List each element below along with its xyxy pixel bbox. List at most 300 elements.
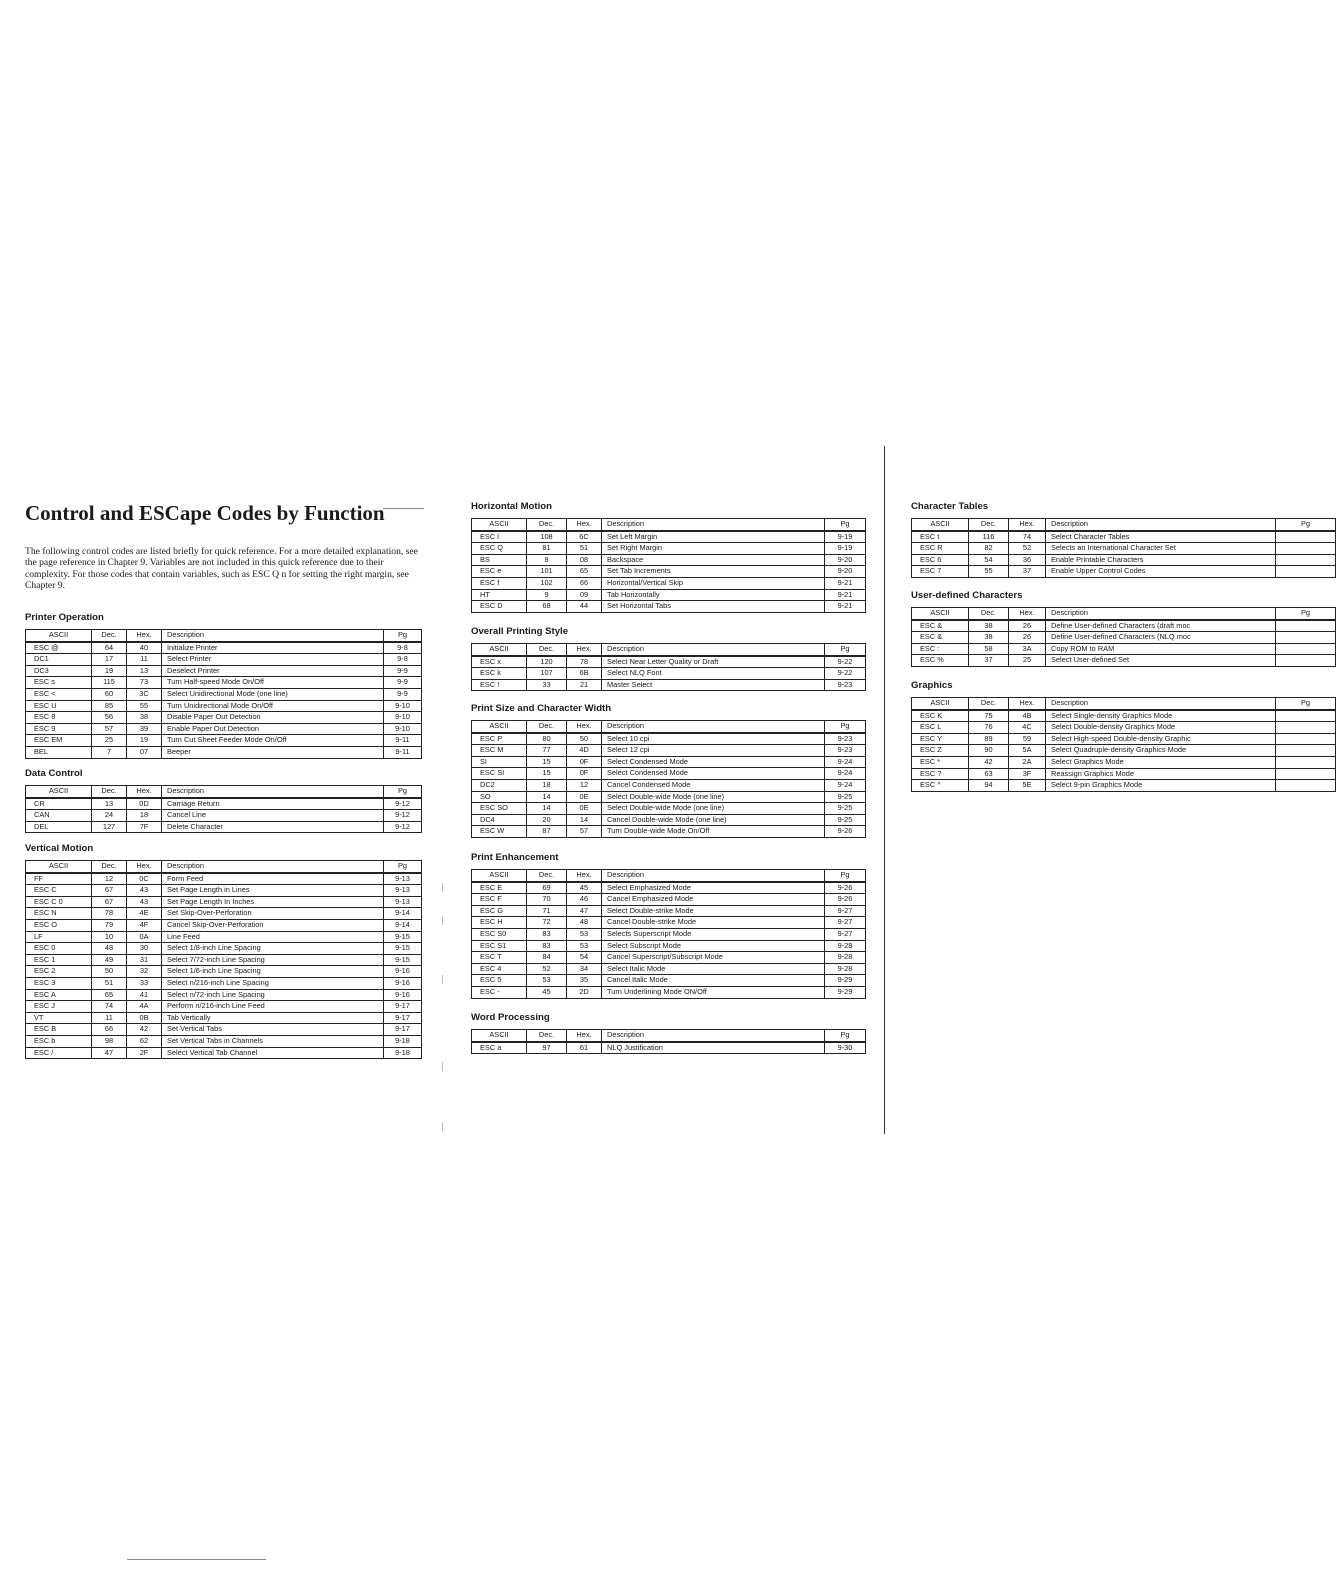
cell-ascii: CAN [26,810,92,822]
cell-ascii: ESC U [26,700,92,712]
cell-pg: 9-16 [384,977,422,989]
cell-dec: 66 [92,1024,127,1036]
cell-dec: 80 [527,733,567,745]
cell-dec: 115 [92,677,127,689]
table-row [472,601,866,613]
cell-desc: Master Select [602,679,825,691]
cell-pg [1276,733,1336,745]
cell-hex: 50 [567,733,602,745]
cell-ascii: ESC B [26,1024,92,1036]
column-header-ascii: ASCII [472,1030,527,1042]
code-table [25,629,422,759]
table-row [26,821,422,833]
column-header-dec: Dec. [527,1030,567,1042]
cell-ascii: BS [472,554,527,566]
cell-ascii: ESC M [472,745,527,757]
cell-ascii: SI [472,756,527,768]
cell-hex: 55 [127,700,162,712]
cell-desc: Copy ROM to RAM [1046,643,1276,655]
column-header-ascii: ASCII [26,861,92,873]
column-header-pg: Pg [1276,698,1336,710]
cell-desc: Select Condensed Mode [602,768,825,780]
table-row [472,1042,866,1054]
code-table [471,720,866,838]
cell-desc: Turn Unidirectional Mode On/Off [162,700,384,712]
cell-hex: 32 [127,966,162,978]
cell-desc: Form Feed [162,873,384,885]
cell-dec: 7 [92,746,127,758]
column-header-desc: Description [1046,519,1276,531]
cell-dec: 74 [92,1001,127,1013]
cell-ascii: ESC < [26,688,92,700]
cell-desc: Select Double-strike Mode [602,905,825,917]
table-row [472,745,866,757]
cell-dec: 47 [92,1047,127,1059]
section-print-enhancement [471,852,866,999]
section-data-control [25,768,422,833]
table-row [472,577,866,589]
table-row [472,975,866,987]
table-row [472,733,866,745]
cell-ascii: ESC G [472,905,527,917]
table-row [26,989,422,1001]
table-row [26,642,422,654]
cell-pg [1276,620,1336,632]
cell-pg: 9-26 [825,826,866,838]
table-row [472,756,866,768]
table-header-row [472,870,866,882]
cell-hex: 19 [127,735,162,747]
table-header-row [472,721,866,733]
cell-desc: Turn Double-wide Mode On/Off [602,826,825,838]
cell-pg: 9-17 [384,1001,422,1013]
table-row [26,810,422,822]
cell-desc: Select Double-wide Mode (one line) [602,791,825,803]
cell-desc: Tab Vertically [162,1012,384,1024]
cell-ascii: ESC Y [912,733,969,745]
cell-pg: 9-21 [825,577,866,589]
table-row [26,700,422,712]
cell-ascii: ESC 9 [26,723,92,735]
cell-dec: 38 [969,632,1009,644]
cell-hex: 47 [567,905,602,917]
cell-desc: Select Character Tables [1046,531,1276,543]
cell-ascii: ESC f [472,577,527,589]
table-row [26,712,422,724]
cell-ascii: ESC SO [472,803,527,815]
cell-dec: 19 [92,665,127,677]
cell-ascii: ESC S1 [472,940,527,952]
cell-dec: 71 [527,905,567,917]
cell-pg [1276,655,1336,667]
code-table [25,785,422,833]
cell-dec: 56 [92,712,127,724]
cell-ascii: ESC T [472,952,527,964]
cell-ascii: ESC ^ [912,780,969,792]
cell-desc: Select 9-pin Graphics Mode [1046,780,1276,792]
cell-ascii: ESC % [912,655,969,667]
cell-pg: 9-24 [825,756,866,768]
cell-pg: 9-23 [825,733,866,745]
column-divider [884,446,885,1134]
cell-hex: 4E [127,908,162,920]
cell-dec: 51 [92,977,127,989]
cell-dec: 94 [969,780,1009,792]
cell-pg: 9-18 [384,1035,422,1047]
cell-ascii: ESC x [472,656,527,668]
cell-dec: 87 [527,826,567,838]
cell-pg: 9-23 [825,745,866,757]
cell-desc: Reassign Graphics Mode [1046,768,1276,780]
margin-tick [442,1122,443,1131]
cell-hex: 26 [1009,620,1046,632]
cell-pg: 9-23 [825,679,866,691]
table-row [472,963,866,975]
table-row [912,780,1336,792]
table-row [26,1012,422,1024]
cell-ascii: ESC @ [26,642,92,654]
cell-pg: 9-19 [825,543,866,555]
cell-desc: Select Vertical Tab Channel [162,1047,384,1059]
column-header-dec: Dec. [527,870,567,882]
table-row [912,531,1336,543]
table-row [912,643,1336,655]
cell-pg: 9-29 [825,975,866,987]
cell-ascii: ESC 5 [472,975,527,987]
cell-ascii: ESC ? [912,768,969,780]
cell-pg [1276,722,1336,734]
column-header-pg: Pg [825,519,866,531]
cell-pg: 9-15 [384,943,422,955]
cell-hex: 0F [567,756,602,768]
cell-pg [1276,745,1336,757]
cell-desc: Cancel Emphasized Mode [602,894,825,906]
cell-dec: 25 [92,735,127,747]
cell-pg [1276,531,1336,543]
cell-dec: 83 [527,928,567,940]
cell-ascii: ESC D [472,601,527,613]
cell-hex: 0E [567,803,602,815]
table-row [472,952,866,964]
cell-ascii: HT [472,589,527,601]
column-header-desc: Description [1046,698,1276,710]
table-header-row [26,861,422,873]
cell-pg: 9-8 [384,642,422,654]
column-header-dec: Dec. [969,698,1009,710]
cell-hex: 13 [127,665,162,677]
cell-hex: 5A [1009,745,1046,757]
cell-ascii: ESC ! [472,679,527,691]
table-header-row [472,1030,866,1042]
column-header-pg: Pg [1276,519,1336,531]
table-row [26,919,422,931]
cell-desc: Select User-defined Set [1046,655,1276,667]
column-header-hex: Hex. [1009,698,1046,710]
cell-dec: 55 [969,566,1009,578]
cell-hex: 36 [1009,554,1046,566]
column-header-pg: Pg [825,1030,866,1042]
cell-hex: 0E [567,791,602,803]
cell-ascii: ESC K [912,710,969,722]
footnote-rule [127,1559,266,1560]
column-header-pg: Pg [825,644,866,656]
cell-hex: 35 [567,975,602,987]
column-header-hex: Hex. [127,630,162,642]
cell-pg: 9-21 [825,589,866,601]
cell-ascii: ESC R [912,543,969,555]
cell-ascii: ESC t [912,531,969,543]
cell-desc: Set Left Margin [602,531,825,543]
cell-desc: Select Condensed Mode [602,756,825,768]
cell-dec: 101 [527,566,567,578]
cell-hex: 4D [567,745,602,757]
cell-pg: 9-28 [825,952,866,964]
cell-hex: 07 [127,746,162,758]
cell-ascii: CR [26,798,92,810]
cell-dec: 60 [92,688,127,700]
table-row [26,1001,422,1013]
cell-hex: 7F [127,821,162,833]
cell-desc: Select Quadruple-density Graphics Mode [1046,745,1276,757]
cell-pg: 9-15 [384,954,422,966]
table-header-row [26,786,422,798]
column-header-dec: Dec. [92,630,127,642]
table-row [26,873,422,885]
column-header-ascii: ASCII [472,644,527,656]
cell-pg: 9-15 [384,931,422,943]
section-heading: Overall Printing Style [471,626,569,637]
section-printer-operation [25,612,422,759]
column-header-desc: Description [602,519,825,531]
cell-dec: 108 [527,531,567,543]
cell-hex: 6B [567,668,602,680]
cell-ascii: ESC / [26,1047,92,1059]
section-horizontal-motion [471,501,866,613]
table-row [26,746,422,758]
cell-dec: 64 [92,642,127,654]
cell-desc: Set Page Length In Inches [162,896,384,908]
table-row [912,655,1336,667]
table-row [26,1047,422,1059]
cell-dec: 127 [92,821,127,833]
column-header-dec: Dec. [92,861,127,873]
cell-hex: 61 [567,1042,602,1054]
column-header-pg: Pg [384,786,422,798]
cell-hex: 21 [567,679,602,691]
cell-hex: 4F [127,919,162,931]
cell-pg [1276,543,1336,555]
cell-hex: 46 [567,894,602,906]
cell-dec: 13 [92,798,127,810]
cell-pg: 9-24 [825,779,866,791]
cell-hex: 53 [567,928,602,940]
cell-pg: 9-13 [384,873,422,885]
cell-ascii: ESC O [26,919,92,931]
table-row [472,589,866,601]
section-overall-printing-style [471,626,866,691]
table-header-row [472,644,866,656]
section-heading: Word Processing [471,1012,550,1023]
cell-desc: Set Right Margin [602,543,825,555]
cell-dec: 38 [969,620,1009,632]
table-row [912,745,1336,757]
table-row [26,665,422,677]
cell-desc: Define User-defined Characters (draft moc [1046,620,1276,632]
cell-ascii: ESC 7 [912,566,969,578]
cell-ascii: ESC Q [472,543,527,555]
table-row [26,966,422,978]
table-row [26,885,422,897]
cell-dec: 58 [969,643,1009,655]
code-table [471,643,866,691]
cell-hex: 30 [127,943,162,955]
table-row [26,654,422,666]
cell-hex: 5E [1009,780,1046,792]
cell-pg: 9-16 [384,989,422,1001]
table-row [472,566,866,578]
cell-desc: Delete Character [162,821,384,833]
cell-desc: Set Tab Increments [602,566,825,578]
cell-hex: 09 [567,589,602,601]
cell-pg: 9-28 [825,963,866,975]
table-row [26,1035,422,1047]
cell-desc: Enable Upper Control Codes [1046,566,1276,578]
cell-ascii: FF [26,873,92,885]
table-row [26,677,422,689]
table-row [912,722,1336,734]
cell-hex: 3C [127,688,162,700]
cell-dec: 70 [527,894,567,906]
cell-dec: 65 [92,989,127,1001]
column-header-ascii: ASCII [472,519,527,531]
cell-dec: 83 [527,940,567,952]
cell-desc: Select 10 cpi [602,733,825,745]
cell-pg: 9-25 [825,814,866,826]
cell-dec: 82 [969,543,1009,555]
column-header-ascii: ASCII [472,721,527,733]
cell-pg: 9-9 [384,665,422,677]
cell-pg: 9-12 [384,810,422,822]
table-row [472,768,866,780]
cell-ascii: ESC 1 [26,954,92,966]
section-character-tables [911,501,1336,578]
code-table [911,607,1336,667]
cell-desc: Select 7/72-inch Line Spacing [162,954,384,966]
cell-ascii: ESC 2 [26,966,92,978]
cell-dec: 10 [92,931,127,943]
cell-desc: Cancel Condensed Mode [602,779,825,791]
cell-desc: Backspace [602,554,825,566]
cell-dec: 85 [92,700,127,712]
column-header-hex: Hex. [1009,519,1046,531]
cell-ascii: ESC A [26,989,92,1001]
cell-hex: 52 [1009,543,1046,555]
cell-dec: 12 [92,873,127,885]
cell-hex: 2F [127,1047,162,1059]
cell-dec: 53 [527,975,567,987]
table-row [912,566,1336,578]
column-header-hex: Hex. [567,870,602,882]
cell-pg: 9-10 [384,700,422,712]
cell-desc: Set Vertical Tabs in Channels [162,1035,384,1047]
column-header-desc: Description [1046,608,1276,620]
cell-desc: Select NLQ Font [602,668,825,680]
column-header-desc: Description [162,861,384,873]
cell-ascii: ESC N [26,908,92,920]
column-header-hex: Hex. [567,1030,602,1042]
cell-hex: 0C [127,873,162,885]
cell-hex: 39 [127,723,162,735]
column-header-dec: Dec. [527,721,567,733]
cell-dec: 15 [527,768,567,780]
cell-pg [1276,566,1336,578]
cell-ascii: ESC k [472,668,527,680]
cell-hex: 31 [127,954,162,966]
cell-pg [1276,780,1336,792]
code-table [911,697,1336,792]
table-row [912,543,1336,555]
table-row [472,940,866,952]
cell-pg: 9-20 [825,554,866,566]
cell-pg: 9-19 [825,531,866,543]
cell-dec: 90 [969,745,1009,757]
code-table [25,860,422,1059]
cell-dec: 107 [527,668,567,680]
column-header-pg: Pg [1276,608,1336,620]
cell-ascii: DC1 [26,654,92,666]
cell-pg: 9-10 [384,723,422,735]
column-header-dec: Dec. [527,519,567,531]
cell-hex: 4C [1009,722,1046,734]
cell-ascii: ESC a [472,1042,527,1054]
cell-pg: 9-13 [384,896,422,908]
cell-dec: 84 [527,952,567,964]
column-header-ascii: ASCII [912,608,969,620]
column-header-hex: Hex. [1009,608,1046,620]
cell-dec: 98 [92,1035,127,1047]
table-row [26,908,422,920]
table-row [26,943,422,955]
column-header-desc: Description [162,630,384,642]
cell-hex: 4A [127,1001,162,1013]
cell-pg: 9-8 [384,654,422,666]
cell-ascii: ESC : [912,643,969,655]
cell-pg: 9-20 [825,566,866,578]
section-heading: Horizontal Motion [471,501,552,512]
margin-tick [442,975,443,984]
cell-pg: 9-14 [384,919,422,931]
cell-desc: Select Double-wide Mode (one line) [602,803,825,815]
cell-ascii: ESC SI [472,768,527,780]
cell-pg: 9-16 [384,966,422,978]
cell-dec: 11 [92,1012,127,1024]
cell-hex: 45 [567,882,602,894]
column-header-pg: Pg [384,861,422,873]
column-header-pg: Pg [825,870,866,882]
cell-pg: 9-9 [384,677,422,689]
table-row [472,656,866,668]
column-header-pg: Pg [825,721,866,733]
table-row [912,554,1336,566]
cell-pg: 9-12 [384,821,422,833]
cell-desc: Cancel Double-wide Mode (one line) [602,814,825,826]
cell-hex: 38 [127,712,162,724]
cell-dec: 120 [527,656,567,668]
cell-ascii: ESC s [26,677,92,689]
column-header-desc: Description [602,644,825,656]
cell-dec: 17 [92,654,127,666]
cell-ascii: ESC 3 [26,977,92,989]
